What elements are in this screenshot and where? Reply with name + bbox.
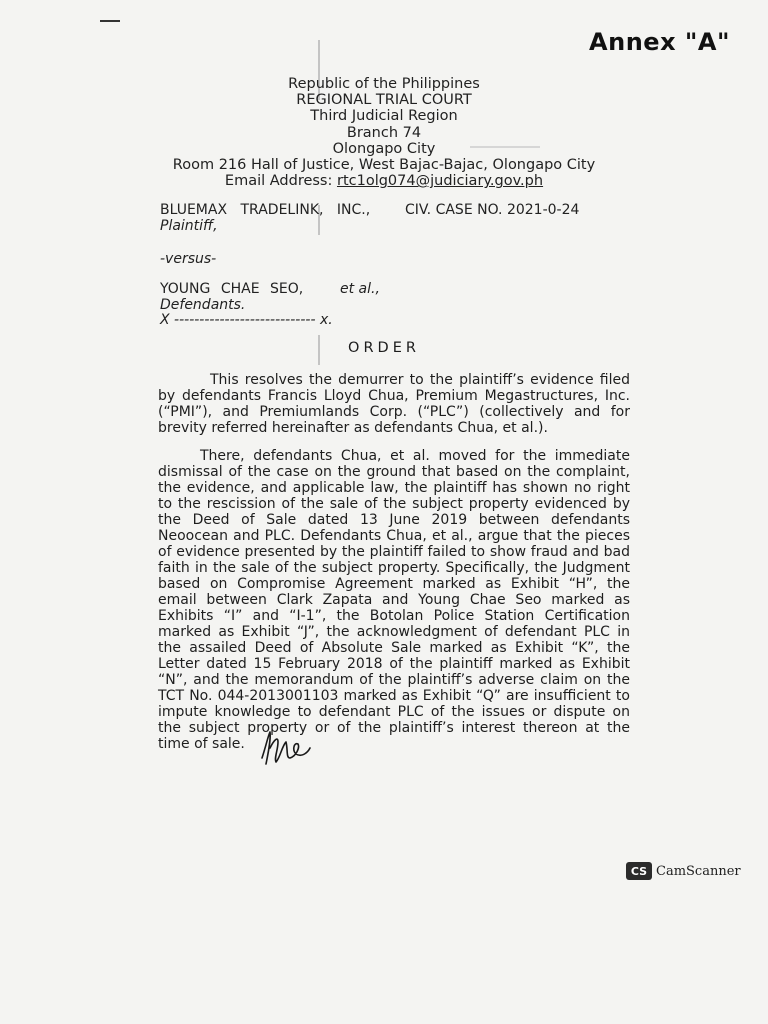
versus-label: -versus- [160, 251, 217, 267]
header-branch: Branch 74 [346, 124, 422, 141]
initials-signature [256, 728, 312, 768]
defendant-name: YOUNG CHAE SEO, [160, 281, 304, 297]
annex-label: Annex "A" [589, 28, 730, 56]
corner-dash-mark [100, 20, 120, 22]
plaintiff-name: BLUEMAX TRADELINK, INC., [160, 202, 371, 218]
paragraph-2: There, defendants Chua, et al. moved for the immediate dismissal of the case on the ground that based on the complaint, the evidence, and applicable law, the plaintiff has shown no right to the rescission of the sale of the subject property evidenced by the Deed of Sale dated 13 June 2019 between defendants Neoocean and PLC. Defendants Chua, et al., argue that the pieces of evidence presented by the plaintiff failed to show fraud and bad faith in the sale of the subject property. Specifically, the Judgment based on Compromise Agreement marked as Exhibit “H”, the email between Clark Zapata and Young Chae Seo marked as Exhibits “I” and “I-1”, the Botolan Police Station Certification marked as Exhibit “J”, the acknowledgment of defendant PLC in the assailed Deed of Absolute Sale marked as Exhibit “K”, the Letter dated 15 February 2018 of the plaintiff marked as Exhibit “N”, and the memorandum of the plaintiff’s adverse claim on the TCT No. 044-2013001103 marked as Exhibit “Q” are insufficient to impute knowledge to defendant PLC of the issues or dispute on the subject property or of the plaintiff’s interest thereon at the time of sale. [158, 448, 630, 752]
header-address: Room 216 Hall of Justice, West Bajac-Bajac, Olongapo City [172, 157, 596, 174]
court-header [0, 76, 768, 189]
case-number: CIV. CASE NO. 2021-0-24 [405, 202, 580, 218]
camscanner-name: CamScanner [656, 863, 741, 879]
header-republic: Republic of the Philippines [288, 76, 480, 92]
order-title: ORDER [348, 340, 420, 356]
header-city: Olongapo City [332, 140, 436, 157]
et-al-label: et al., [340, 281, 380, 297]
email-link[interactable]: rtc1olg074@judiciary.gov.ph [336, 173, 544, 190]
caption-closing-line: X ---------------------------- x. [160, 312, 333, 328]
header-email [0, 173, 768, 189]
header-region: Third Judicial Region [310, 108, 458, 125]
plaintiff-label: Plaintiff, [160, 218, 218, 234]
camscanner-logo: CS [626, 862, 652, 880]
email-label: Email Address: [224, 173, 333, 190]
defendants-label: Defendants. [160, 297, 246, 313]
paragraph-1: This resolves the demurrer to the plaintiff’s evidence filed by defendants Francis Lloyd Chua, Premium Megastructures, Inc. (“PMI”), and Premiumlands Corp. (“PLC”) (collectively and for brevity referred hereinafter as defendants Chua, et al.). [158, 372, 630, 436]
camscanner-watermark [626, 862, 741, 880]
header-court: REGIONAL TRIAL COURT [296, 92, 472, 109]
